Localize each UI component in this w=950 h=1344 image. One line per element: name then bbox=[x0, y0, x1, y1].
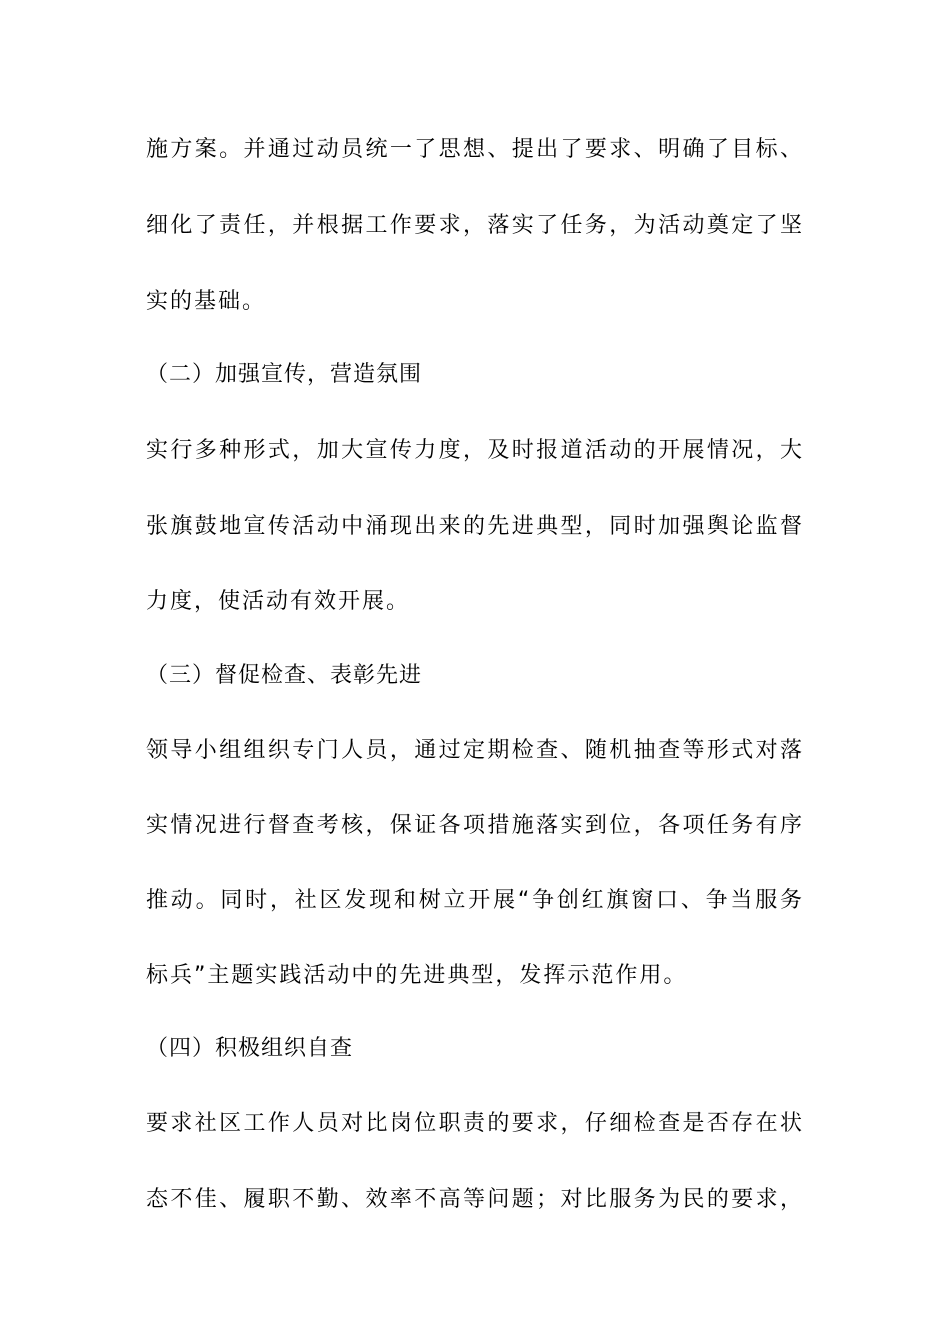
paragraph-4-line-2: 态不佳、履职不勤、效率不高等问题；对比服务为民的要求， bbox=[146, 1187, 802, 1212]
paragraph-3-line-1: 领导小组组织专门人员，通过定期检查、随机抽查等形式对落 bbox=[146, 738, 802, 763]
section-heading-3: （三）督促检查、表彰先进 bbox=[146, 663, 423, 688]
paragraph-3-line-2: 实情况进行督查考核，保证各项措施落实到位，各项任务有序 bbox=[146, 813, 802, 838]
section-heading-2: （二）加强宣传，营造氛围 bbox=[146, 362, 423, 387]
section-heading-4: （四）积极组织自查 bbox=[146, 1036, 354, 1061]
paragraph-3-line-4: 标兵”主题实践活动中的先进典型，发挥示范作用。 bbox=[146, 963, 688, 988]
paragraph-1-line-3: 实的基础。 bbox=[146, 289, 267, 314]
paragraph-1-line-2: 细化了责任，并根据工作要求，落实了任务，为活动奠定了坚 bbox=[146, 213, 802, 238]
paragraph-4-line-1: 要求社区工作人员对比岗位职责的要求，仔细检查是否存在状 bbox=[146, 1111, 802, 1136]
paragraph-2-line-1: 实行多种形式，加大宣传力度，及时报道活动的开展情况，大 bbox=[146, 438, 802, 463]
paragraph-2-line-2: 张旗鼓地宣传活动中涌现出来的先进典型，同时加强舆论监督 bbox=[146, 514, 802, 539]
paragraph-2-line-3: 力度，使活动有效开展。 bbox=[146, 589, 411, 614]
paragraph-3-line-3: 推动。同时，社区发现和树立开展“争创红旗窗口、争当服务 bbox=[146, 888, 802, 913]
paragraph-1-line-1: 施方案。并通过动员统一了思想、提出了要求、明确了目标、 bbox=[146, 137, 802, 162]
